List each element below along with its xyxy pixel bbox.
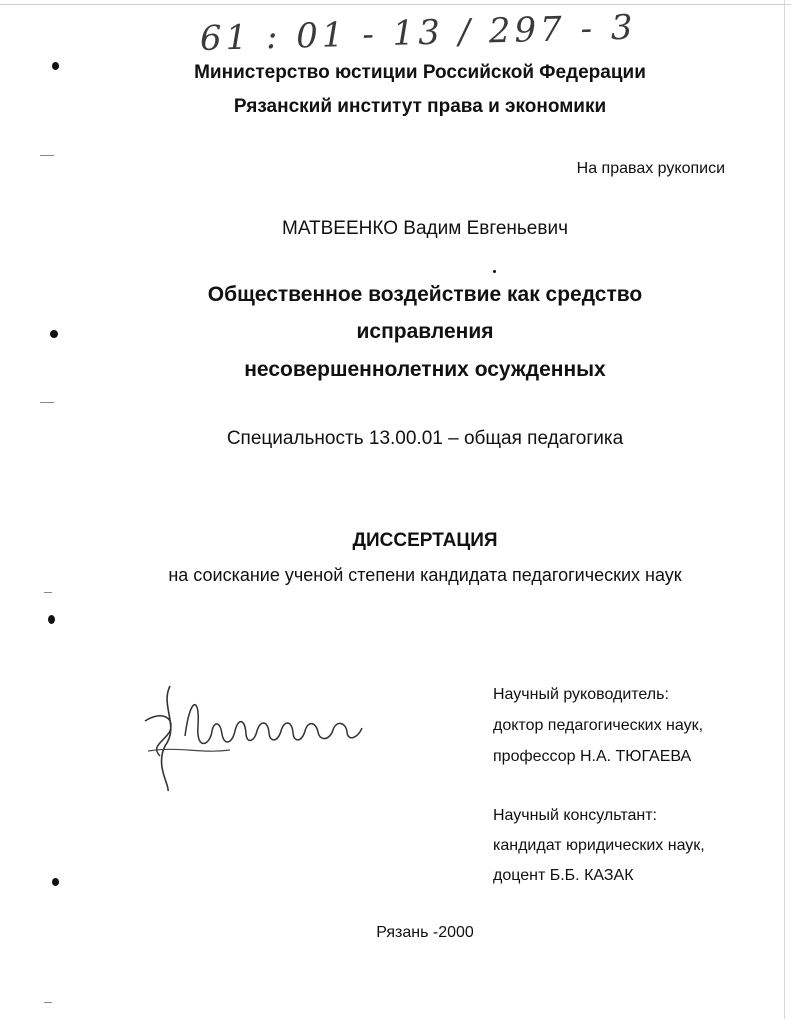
consultant-label: Научный консультант: (493, 807, 657, 824)
binding-hole-mark (48, 615, 55, 624)
title-line-3: несовершеннолетних осужденных (244, 358, 606, 381)
scan-margin-mark (40, 402, 54, 403)
city-year: Рязань -2000 (376, 924, 474, 941)
scan-edge-right (784, 0, 785, 1019)
scan-margin-mark (44, 1002, 52, 1003)
degree-line: на соискание ученой степени кандидата педагогических наук (168, 565, 682, 585)
scan-speck (493, 270, 496, 273)
scan-edge-top (0, 4, 791, 5)
scan-margin-mark (40, 155, 54, 156)
archive-stamp: 61 : 01 - 13 / 297 - 3 (199, 7, 638, 59)
manuscript-note: На правах рукописи (576, 160, 725, 177)
scan-margin-mark (44, 592, 52, 593)
supervisor-degree: доктор педагогических наук, (493, 717, 704, 734)
title-line-2: исправления (356, 320, 494, 343)
consultant-name: доцент Б.Б. КАЗАК (493, 867, 634, 884)
document-type: ДИССЕРТАЦИЯ (352, 530, 498, 551)
binding-hole-mark (52, 62, 59, 70)
title-line-1: Общественное воздействие как средство (207, 283, 643, 306)
consultant-degree: кандидат юридических наук, (493, 837, 705, 854)
institute-heading: Рязанский институт права и экономики (233, 96, 607, 117)
binding-hole-mark (50, 330, 58, 338)
binding-hole-mark (52, 878, 59, 886)
supervisor-name: профессор Н.А. ТЮГАЕВА (493, 748, 692, 765)
supervisor-label: Научный руководитель: (493, 686, 669, 703)
specialty-line: Специальность 13.00.01 – общая педагогика (226, 428, 624, 449)
ministry-heading: Министерство юстиции Российской Федерации (194, 62, 646, 83)
author-name: МАТВЕЕНКО Вадим Евгеньевич (282, 218, 568, 239)
author-signature (140, 676, 390, 796)
